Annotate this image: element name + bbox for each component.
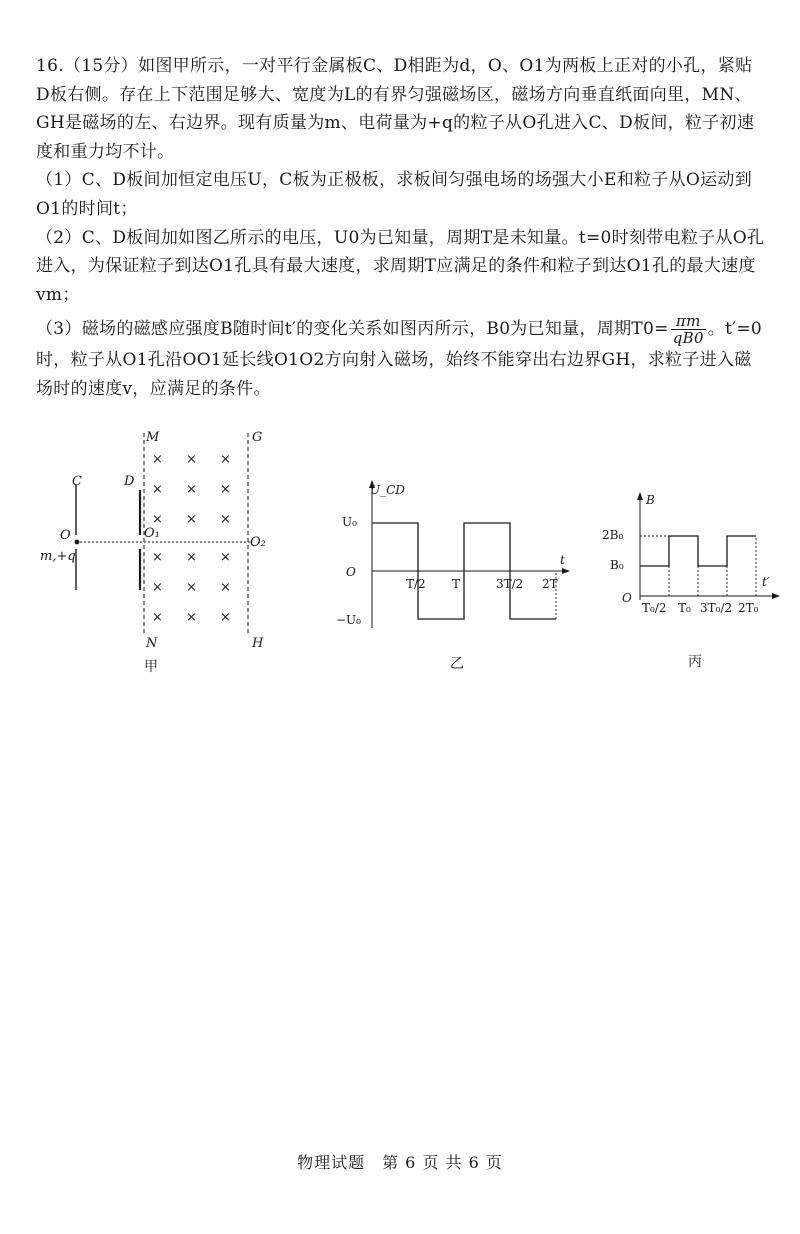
yi-xtick-2t: 2T (542, 577, 558, 591)
field-cross: × (186, 452, 197, 467)
field-cross: × (220, 580, 231, 595)
caption-bing: 丙 (688, 654, 702, 670)
fraction-denominator: qB0 (672, 329, 704, 348)
field-cross: × (152, 580, 163, 595)
figure-jia (40, 425, 300, 675)
problem-part-1: （1）C、D板间加恒定电压U，C板为正极板，求板间匀强电场的场强大小E和粒子从O运动到O1的时间t； (36, 170, 753, 219)
yi-origin: O (346, 565, 356, 579)
caption-jia: 甲 (144, 659, 158, 675)
field-cross: × (220, 482, 231, 497)
field-cross: × (186, 550, 197, 565)
field-cross: × (186, 512, 197, 527)
field-cross: × (152, 452, 163, 467)
problem-part-2: （2）C、D板间加如图乙所示的电压，U0为已知量，周期T是未知量。t=0时刻带电粒子从O孔进入，为保证粒子到达O1孔具有最大速度，求周期T应满足的条件和粒子到达O1孔的最大速度vm； (36, 227, 765, 305)
field-cross: × (220, 512, 231, 527)
caption-yi: 乙 (450, 656, 464, 672)
field-cross: × (152, 482, 163, 497)
yi-xtick-t: T (452, 577, 461, 591)
field-cross: × (220, 550, 231, 565)
field-cross: × (220, 452, 231, 467)
page-footer: 物理试题 第 6 页 共 6 页 (297, 1153, 503, 1172)
x-axis-arrow (562, 568, 570, 574)
bing-origin: O (622, 591, 632, 605)
label-m: M (146, 430, 160, 445)
label-c: C (72, 474, 82, 489)
bing-xtick-half: T₀/2 (642, 601, 667, 615)
label-o2: O₂ (250, 535, 266, 550)
figure-yi (330, 478, 580, 678)
label-h: H (252, 636, 264, 651)
b-y-axis-arrow (637, 492, 643, 500)
bing-xlabel: t′ (762, 575, 770, 589)
figure-bing (592, 490, 792, 675)
bing-ytick-2b0: 2B₀ (602, 528, 624, 542)
yi-ytick-neg-u0: −U₀ (336, 613, 361, 627)
field-cross: × (186, 580, 197, 595)
part3-text-a: （3）磁场的磁感应强度B随时间t′的变化关系如图丙所示，B0为已知量，周期T0= (36, 319, 669, 340)
yi-ytick-u0: U₀ (342, 515, 357, 529)
field-cross: × (186, 482, 197, 497)
problem-intro: 16.（15分）如图甲所示，一对平行金属板C、D相距为d，O、O1为两板上正对的小孔，紧贴D板右侧。存在上下范围足够大、宽度为L的有界匀强磁场区，磁场方向垂直纸面向里，MN、GH是磁场的左、右边界。现有质量为m、电荷量为+q的粒子从O孔进入C、D板间，粒子初速度和重力均不计。 (36, 56, 755, 162)
magnetic-field (152, 452, 231, 625)
label-d: D (124, 474, 135, 489)
part3-text-b: 。t′=0时，粒子从O1孔沿OO1延长线O1O2方向射入磁场，始终不能穿出右边界GH，求粒子进入磁场时的速度v，应满足的条件。 (36, 319, 763, 399)
bing-marks (640, 536, 756, 596)
yi-xtick-3half: 3T/2 (496, 577, 524, 591)
label-o1: O₁ (144, 526, 160, 541)
bing-ytick-b0: B₀ (610, 558, 624, 572)
label-g: G (252, 430, 263, 445)
bing-xtick-t0: T₀ (678, 601, 691, 615)
problem-16 (36, 52, 766, 404)
yi-xtick-half: T/2 (406, 577, 426, 591)
field-cross: × (152, 610, 163, 625)
label-o: O (60, 528, 71, 543)
yi-ylabel: U_CD (370, 483, 405, 497)
bing-ylabel: B (646, 493, 655, 507)
label-n: N (146, 636, 158, 651)
label-particle: m,+q (40, 549, 76, 564)
bing-xtick-3half: 3T₀/2 (700, 601, 733, 615)
field-cross: × (220, 610, 231, 625)
period-fraction (671, 313, 706, 346)
yi-xlabel: t (560, 553, 565, 567)
bing-xtick-2t0: 2T₀ (738, 601, 759, 615)
problem-part-3 (36, 313, 766, 403)
field-cross: × (152, 512, 163, 527)
particle (75, 540, 80, 545)
field-cross: × (186, 610, 197, 625)
field-cross: × (152, 550, 163, 565)
fraction-numerator: πm (671, 313, 706, 330)
b-x-axis-arrow (772, 593, 780, 599)
